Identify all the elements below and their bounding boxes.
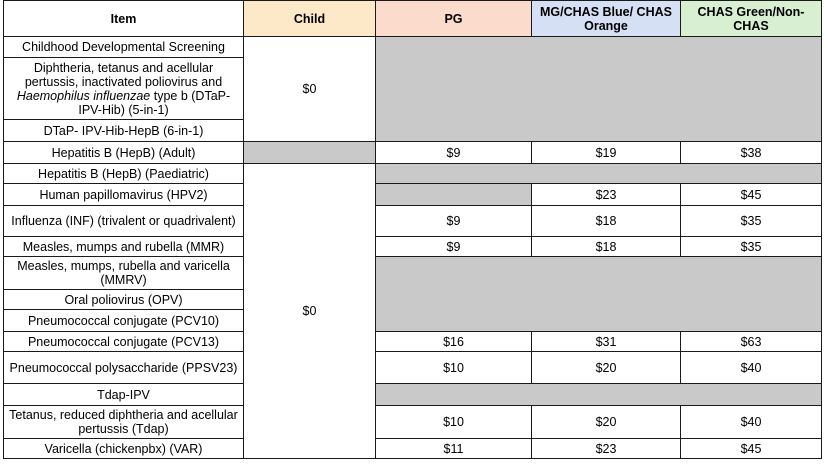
header-pg: PG [376,1,532,37]
not-applicable-cell [376,384,822,406]
child-price-cell: $0 [244,164,376,459]
table-row [4,237,822,257]
item-cell: Childhood Developmental Screening [4,37,244,58]
chas-price-cell: $35 [681,206,822,237]
header-child: Child [244,1,376,37]
item-cell: Influenza (INF) (trivalent or quadrivalent) [4,206,244,237]
not-applicable-cell [376,37,822,142]
pg-price-cell: $9 [376,142,532,164]
chas-price-cell: $63 [681,332,822,352]
child-price-cell: $0 [244,37,376,142]
item-cell: Measles, mumps, rubella and varicella (MMRV) [4,257,244,290]
pg-price-cell: $16 [376,332,532,352]
table-row [4,384,822,406]
item-cell: Pneumococcal polysaccharide (PPSV23) [4,352,244,384]
mg-price-cell: $18 [532,237,681,257]
chas-price-cell: $38 [681,142,822,164]
chas-price-cell: $35 [681,237,822,257]
table-row [4,37,822,58]
table-row [4,332,822,352]
pg-price-cell: $10 [376,406,532,439]
item-cell: Measles, mumps and rubella (MMR) [4,237,244,257]
table-row [4,206,822,237]
not-applicable-cell [244,142,376,164]
chas-price-cell: $40 [681,406,822,439]
not-applicable-cell [376,184,532,206]
item-cell: Hepatitis B (HepB) (Adult) [4,142,244,164]
table-row [4,164,822,184]
item-cell: Oral poliovirus (OPV) [4,290,244,310]
header-mg-chas-blue-orange: MG/CHAS Blue/ CHAS Orange [532,1,681,37]
item-cell: Hepatitis B (HepB) (Paediatric) [4,164,244,184]
not-applicable-cell [376,164,822,184]
header-item: Item [4,1,244,37]
mg-price-cell: $19 [532,142,681,164]
mg-price-cell: $20 [532,352,681,384]
header-chas-green-non-chas: CHAS Green/Non-CHAS [681,1,822,37]
item-text: Diphtheria, tetanus and acellular pertussis, inactivated poliovirus and [24,60,223,89]
table-row [4,257,822,290]
pg-price-cell: $9 [376,206,532,237]
mg-price-cell: $18 [532,206,681,237]
chas-price-cell: $40 [681,352,822,384]
chas-price-cell: $45 [681,439,822,459]
mg-price-cell: $23 [532,439,681,459]
item-cell: Tdap-IPV [4,384,244,406]
item-cell: Human papillomavirus (HPV2) [4,184,244,206]
item-text: type b (DTaP- IPV-Hib) (5-in-1) [78,88,231,117]
item-cell: Pneumococcal conjugate (PCV13) [4,332,244,352]
not-applicable-cell [376,257,822,332]
chas-price-cell: $45 [681,184,822,206]
pg-price-cell: $11 [376,439,532,459]
mg-price-cell: $23 [532,184,681,206]
item-cell [4,58,244,120]
table-row [4,439,822,459]
mg-price-cell: $31 [532,332,681,352]
table-row [4,184,822,206]
table-row [4,142,822,164]
item-cell: Varicella (chickenpbx) (VAR) [4,439,244,459]
vaccine-subsidy-table [3,0,822,459]
item-cell: Tetanus, reduced diphtheria and acellular pertussis (Tdap) [4,406,244,439]
pg-price-cell: $9 [376,237,532,257]
table-row [4,352,822,384]
mg-price-cell: $20 [532,406,681,439]
item-text-italic: Haemophilus influenzae [16,88,151,103]
pg-price-cell: $10 [376,352,532,384]
header-row [4,1,822,37]
table-row [4,406,822,439]
item-cell: Pneumococcal conjugate (PCV10) [4,310,244,332]
item-cell: DTaP- IPV-Hib-HepB (6-in-1) [4,120,244,142]
